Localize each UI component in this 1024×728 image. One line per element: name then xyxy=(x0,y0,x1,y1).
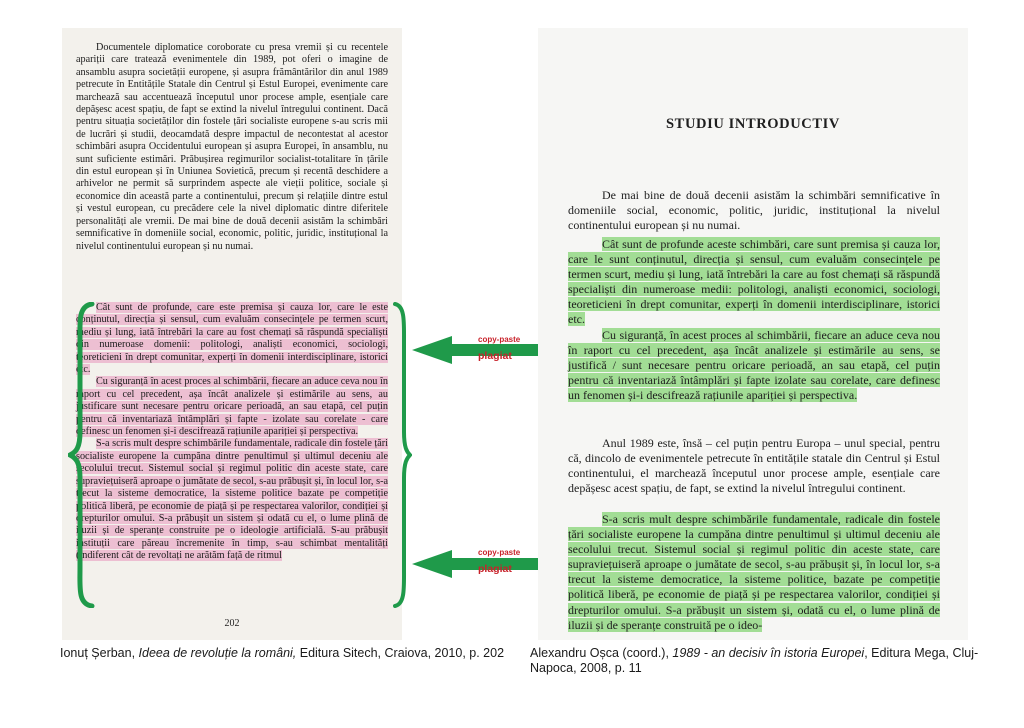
right-highlight-block-3 xyxy=(568,512,940,633)
right-book-page xyxy=(538,28,968,640)
left-caption-author: Ionuț Șerban, xyxy=(60,646,139,660)
right-highlight-paragraph-1: Cât sunt de profunde aceste schimbări, care sunt premisa și cauza lor, care le sunt conținutul, direcția și sensul, cum evaluăm consecințele pe termen scurt, mediu și lung, iată întrebări la care au fost chemați să răspundă specialiști din numeroase medii: politologi, analiști economici, sociologi, teoreticieni în drept comunitar, experți în domenii interdisciplinare, istorici etc. xyxy=(568,237,940,327)
plagiat-label-bottom: plagiat xyxy=(478,563,512,575)
left-page-top-paragraph xyxy=(76,42,388,253)
left-caption-title: Ideea de revoluție la români, xyxy=(138,646,297,660)
left-highlight-paragraph-3: S-a scris mult despre schimbările fundamentale, radicale din fostele țări socialiste europene la cumpăna dintre penultimul și ultimul deceniu ale secolului trecut. Sistemul social și regimul politic din aceste state, care supraviețuiseră aproape o jumătate de secol, s-au prăbușit și, în locul lor, s-a trecut la sisteme democratice, la sisteme politice bazate pe competiție politică liberă, pe economie de piață și pe respectarea valorilor, condiției și drepturilor omului. S-a prăbușit un sistem și odată cu el, o lume plină de iluzii și de speranțe construite pe o ideologie artificială. S-au prăbușit instituții care păreau încremenite în timp, s-au schimbat mentalități (indiferent cât de revoltați ne arătăm față de ritmul xyxy=(76,438,388,562)
copy-paste-label-top: copy-paste xyxy=(478,335,521,344)
right-middle-paragraph xyxy=(568,436,940,496)
left-caption-rest: Editura Sitech, Craiova, 2010, p. 202 xyxy=(296,646,505,660)
curly-bracket-right-icon xyxy=(392,302,412,608)
right-source-caption xyxy=(530,646,990,676)
right-text-intro: De mai bine de două decenii asistăm la schimbări semnificative în domeniile social, economic, politic, juridic, instituțional la nivelul continentului european și nu numai. xyxy=(568,188,940,233)
right-highlight-block-2 xyxy=(568,328,940,403)
left-page-number: 202 xyxy=(224,618,240,629)
right-text-middle: Anul 1989 este, însă – cel puțin pentru Europa – unul special, pentru că, dincolo de evenimentele petrecute în entitățile statale din Centrul și Estul continentului, el marchează începutul unor procese ample, esențiale care depășesc acest spațiu, de fapt, se extind la nivelul întregului continent. xyxy=(568,436,940,496)
left-highlight-paragraph-1: Cât sunt de profunde, care este premisa și cauza lor, care le este conținutul, direcția și sensul, cum evaluăm consecințele pe termen scurt, mediu și lung, iată întrebări la care au fost chemați să răspundă specialiști din numeroase domenii: politologi, analiști economici, sociologi, teoreticieni în drept comunitar, experți în domenii interdisciplinare, istorici etc. xyxy=(76,302,388,376)
right-caption-rest: , Editura Mega, Cluj-Napoca, 2008, p. 11 xyxy=(530,646,979,675)
right-caption-title: 1989 - an decisiv în istoria Europei xyxy=(672,646,865,660)
left-source-caption xyxy=(60,646,510,661)
plagiat-label-top: plagiat xyxy=(478,350,512,362)
right-highlight-paragraph-2: Cu siguranță, în acest proces al schimbării, fiecare an aduce ceva nou în raport cu cel precedent, așa încât analizele și estimările au sens, se justifică / sunt necesare pentru oricare perioadă, an sau etapă, cel puțin pentru că inventariază întâmplări și fapte izolate sau corelate, care definesc un fenomen și-i descifrează rațiunile apariției și perspectiva. xyxy=(568,328,940,403)
right-page-title: STUDIU INTRODUCTIV xyxy=(666,116,840,132)
left-text-top: Documentele diplomatice coroborate cu presa vremii și cu recentele apariții care tratează evenimentele din 1989, pot oferi o imagine de ansamblu asupra societății europene, și asupra frământărilor din anul 1989 petrecute în Entitățile Statale din Centrul și Estul Europei, evenimente care marchează sau accentuează începutul unor procese ample, esențiale care depășesc acest spațiu, de fapt se extind la nivelul întregului continent. Dacă pentru situația societăților din fostele țări socialiste europene s-au scris mii de lucrări și studii, deocamdată despre impactul de necontestat al acestor schimbări asupra Occidentului european și asupra Europei, în ansamblu, nu sunt suficiente estimări. Prăbușirea regimurilor socialist-totalitare în țările din estul european și în Uniunea Sovietică, precum și recentă deschidere a arhivelor ne permit să surprindem aspecte ale vieții politice, sociale și economice din această parte a continentului, precum și relațiile dintre estul și vestul european, cu precădere cele la nivel diplomatic dintre diferitele personalități ale vremii. De mai bine de două decenii asistăm la schimbări semnificative în domeniile social, economic, politic, juridic, instituțional la nivelul continentului european și nu numai. xyxy=(76,42,388,252)
left-book-page xyxy=(62,28,402,640)
right-intro-paragraph xyxy=(568,188,940,233)
copy-paste-label-bottom: copy-paste xyxy=(478,548,521,557)
right-caption-author: Alexandru Oșca (coord.), xyxy=(530,646,673,660)
right-highlight-paragraph-3: S-a scris mult despre schimbările fundamentale, radicale din fostele țări socialiste europene la cumpăna dintre penultimul și ultimul deceniu ale secolului trecut. Sistemul social și regimul politic din aceste state, care supraviețuiseră aproape o jumătate de secol, s-au prăbușit și, în locul lor, s-a trecut la sisteme democratice, la sisteme politice, bazate pe competiție politică liberă, pe economie de piață și pe respectarea valorilor, condiției și drepturilor omului. S-a prăbușit un sistem și, odată cu el, o lume plină de iluzii și de speranțe construită pe o ideo- xyxy=(568,512,940,632)
right-highlight-block-1 xyxy=(568,237,940,328)
left-page-highlighted-section xyxy=(76,302,388,563)
left-highlight-paragraph-2: Cu siguranță în acest proces al schimbării, fiecare an aduce ceva nou în raport cu cel precedent, așa încât analizele și estimările au sens, au justificare sunt necesare pentru oricare perioadă, an sau etapă, cel puțin pentru că inventariază întâmplări și fapte - izolate sau corelate - care definesc un fenomen și-i descifrează rațiunile apariției și perspectiva. xyxy=(76,376,388,438)
curly-bracket-icon xyxy=(68,302,96,608)
